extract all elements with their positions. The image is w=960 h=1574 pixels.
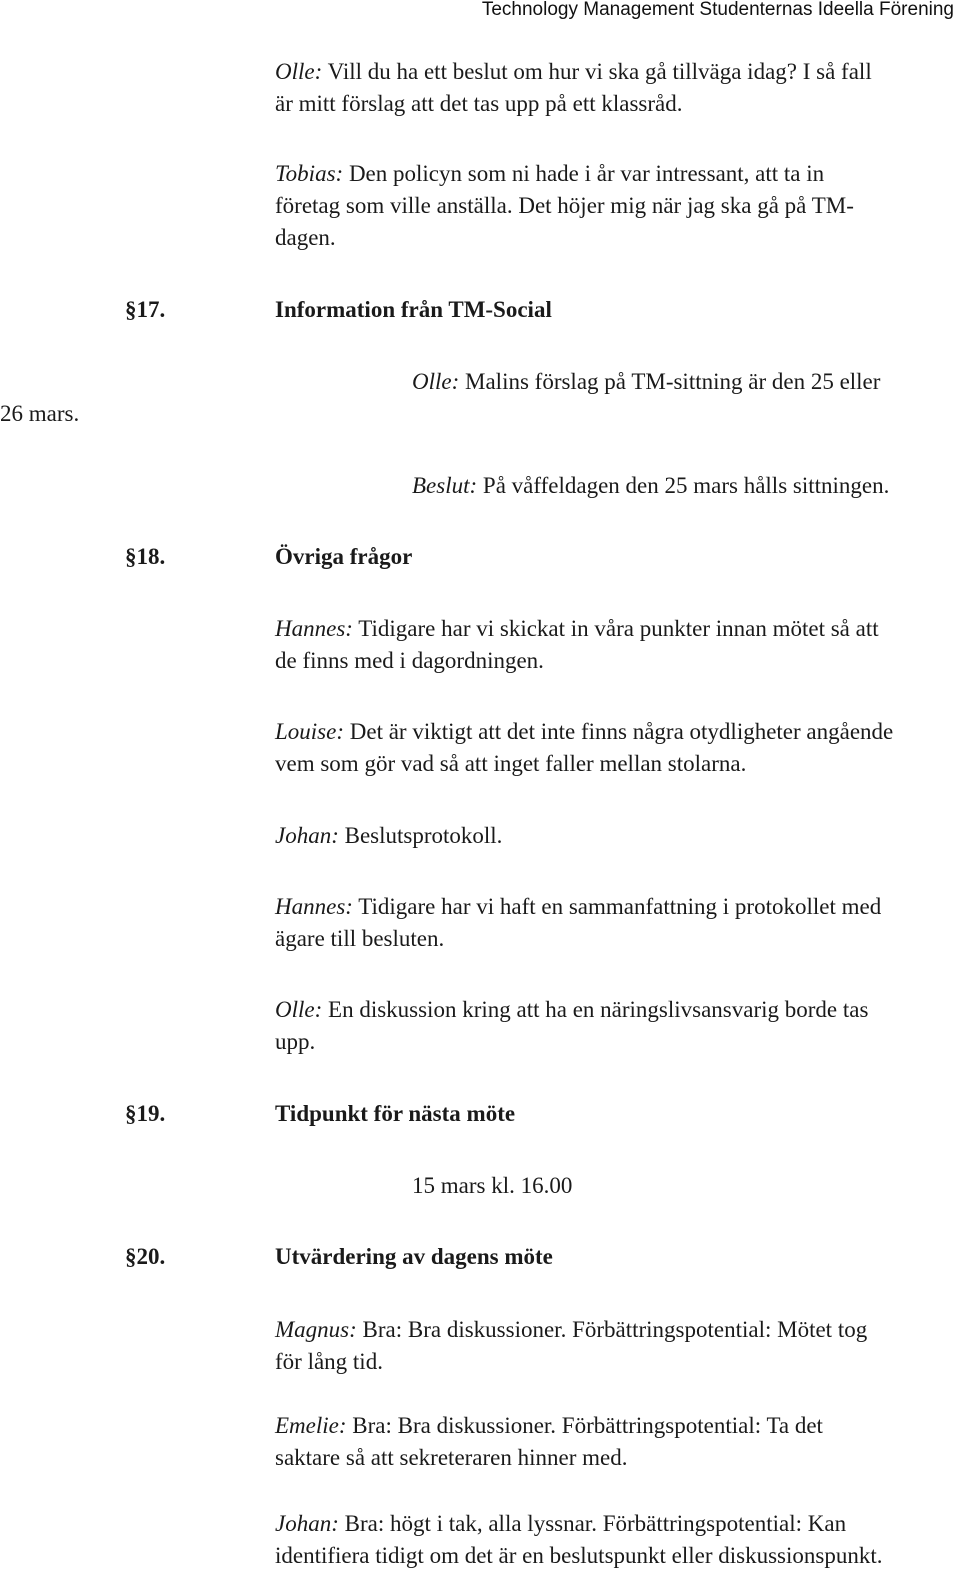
statement-text: En diskussion kring att ha en näringslivsansvarig borde tas — [328, 997, 869, 1022]
statement-line: är mitt förslag att det tas upp på ett klassråd. — [275, 91, 683, 116]
statement-line: identifiera tidigt om det är en beslutspunkt eller diskussionspunkt. — [275, 1543, 883, 1568]
statement-hannes-2 — [275, 891, 957, 955]
speaker-name: Johan: — [275, 1511, 339, 1536]
statement-line: ägare till besluten. — [275, 926, 445, 951]
statement-line — [275, 891, 957, 923]
decision-label: Beslut: — [412, 473, 478, 498]
statement-text: Tidigare har vi skickat in våra punkter innan mötet så att — [358, 616, 879, 641]
section-18-number: §18. — [125, 544, 166, 569]
page-header: Technology Management Studenternas Ideella Förening — [481, 0, 954, 20]
statement-text: Malins förslag på TM-sittning är den 25 eller — [465, 369, 881, 394]
speaker-name: Hannes: — [275, 616, 353, 641]
statement-line — [275, 158, 957, 190]
statement-line: vem som gör vad så att inget faller mellan stolarna. — [275, 751, 747, 776]
statement-olle — [275, 56, 957, 120]
statement-line — [275, 820, 957, 852]
decision — [412, 472, 889, 500]
speaker-name: Magnus: — [275, 1317, 357, 1342]
section-17-title: Information från TM-Social — [275, 297, 552, 322]
statement-line: de finns med i dagordningen. — [275, 648, 544, 673]
statement-line — [275, 716, 957, 748]
section-18-title: Övriga frågor — [275, 544, 413, 569]
statement-line — [275, 56, 957, 88]
decision-text: På våffeldagen den 25 mars hålls sittningen. — [482, 473, 890, 498]
statement-emelie — [275, 1410, 957, 1474]
speaker-name: Olle: — [275, 59, 323, 84]
section-20-title: Utvärdering av dagens möte — [275, 1244, 553, 1269]
statement-text: Den policyn som ni hade i år var intressant, att ta in — [348, 161, 825, 186]
statement-line — [275, 1508, 957, 1540]
statement-text: Bra: Bra diskussioner. Förbättringspotential: Mötet tog — [362, 1317, 868, 1342]
statement-magnus — [275, 1314, 957, 1378]
section-19-number: §19. — [125, 1101, 166, 1126]
statement-line: för lång tid. — [275, 1349, 383, 1374]
statement-line: saktare så att sekreteraren hinner med. — [275, 1445, 628, 1470]
speaker-name: Louise: — [275, 719, 344, 744]
statement-olle-2 — [275, 994, 957, 1058]
speaker-name: Emelie: — [275, 1413, 347, 1438]
statement-line: dagen. — [275, 225, 336, 250]
statement-louise — [275, 716, 957, 780]
statement-hannes-1 — [275, 613, 957, 677]
statement-line: företag som ville anställa. Det höjer mig när jag ska gå på TM- — [275, 193, 854, 218]
statement-text: Bra: Bra diskussioner. Förbättringspotential: Ta det — [352, 1413, 823, 1438]
statement-line — [275, 1314, 957, 1346]
statement-johan-2 — [275, 1508, 957, 1572]
statement-johan-1 — [275, 820, 957, 852]
statement-text: Tidigare har vi haft en sammanfattning i protokollet med — [358, 894, 882, 919]
section-19-title: Tidpunkt för nästa möte — [275, 1101, 516, 1126]
statement-line — [275, 1410, 957, 1442]
statement-line — [275, 994, 957, 1026]
speaker-name: Hannes: — [275, 894, 353, 919]
statement-text: Beslutsprotokoll. — [344, 823, 503, 848]
statement-tobias — [275, 158, 957, 254]
speaker-name: Johan: — [275, 823, 339, 848]
statement-line — [275, 613, 957, 645]
section-17-number: §17. — [125, 297, 166, 322]
speaker-name: Olle: — [412, 369, 460, 394]
statement-olle-sittning — [412, 368, 880, 396]
statement-text: Vill du ha ett beslut om hur vi ska gå tillväga idag? I så fall — [327, 59, 872, 84]
speaker-name: Olle: — [275, 997, 323, 1022]
statement-text: Det är viktigt att det inte finns några otydligheter angående — [349, 719, 894, 744]
next-meeting-time: 15 mars kl. 16.00 — [412, 1173, 573, 1198]
section-20-number: §20. — [125, 1244, 166, 1269]
statement-text: Bra: högt i tak, alla lyssnar. Förbättringspotential: Kan — [344, 1511, 847, 1536]
statement-line: upp. — [275, 1029, 316, 1054]
date-note: 26 mars. — [0, 401, 80, 426]
speaker-name: Tobias: — [275, 161, 344, 186]
